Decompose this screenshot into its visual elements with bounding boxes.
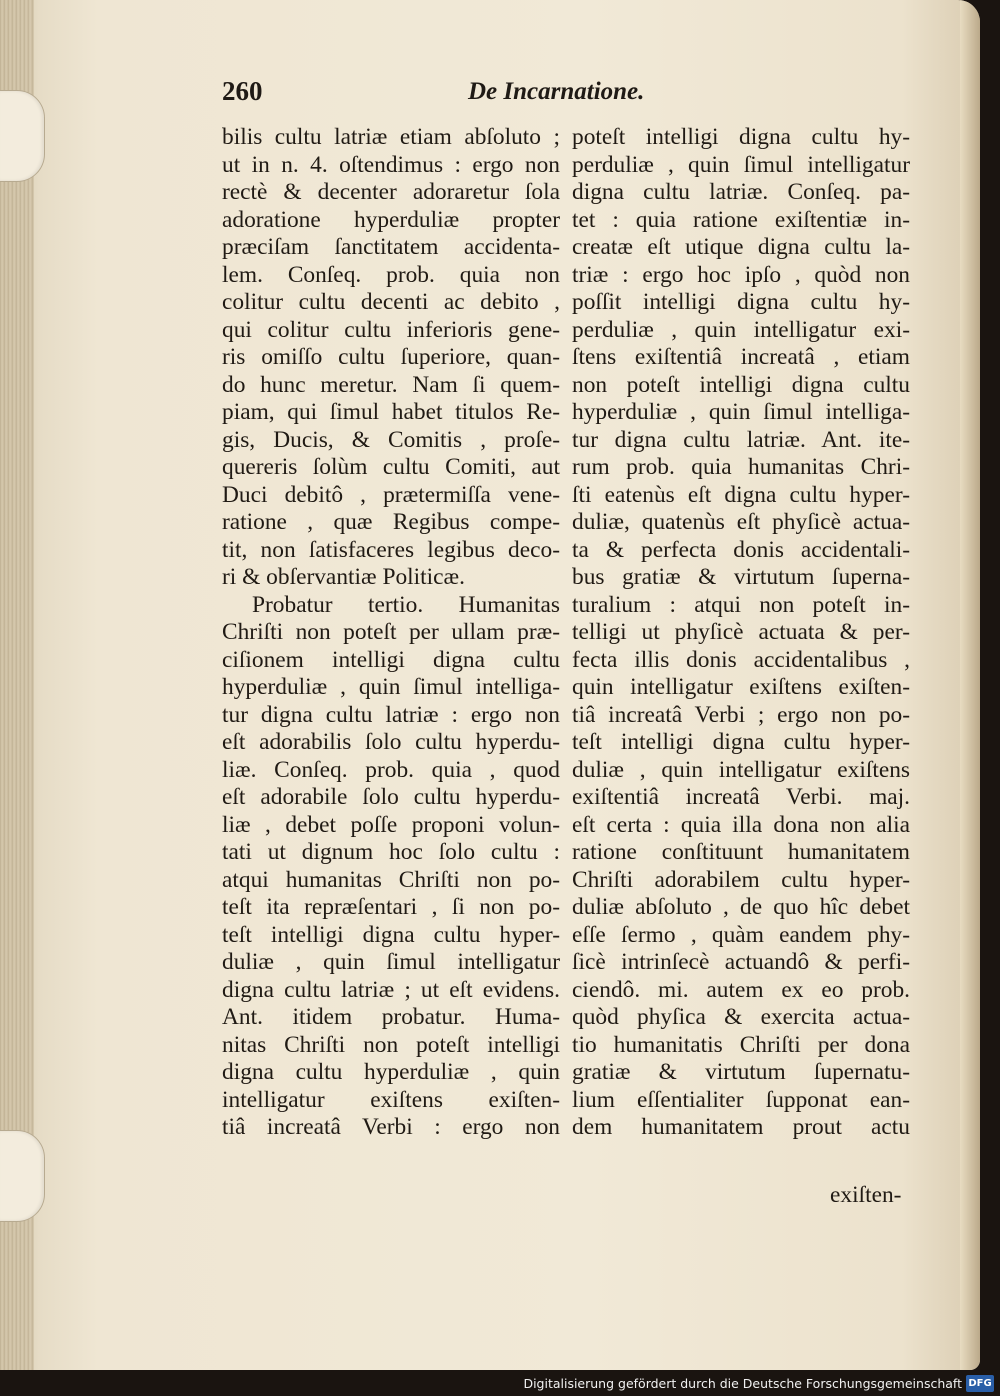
funding-note: Digitalisierung gefördert durch die Deutsche Forschungsgemeinschaft bbox=[523, 1376, 962, 1391]
text-line: ri & obſervantiæ Politicæ. bbox=[222, 564, 465, 590]
text-line: gis, Ducis, & Comitis , proſe- bbox=[222, 426, 560, 453]
text-line: duliæ , quin intelligatur exiſtens bbox=[572, 756, 910, 783]
text-line: duliæ, quatenùs eſt phyſicè actua- bbox=[572, 509, 910, 535]
text-line: tati ut dignum hoc ſolo cultu : bbox=[222, 839, 560, 865]
text-line: poteſt intelligi digna cultu hy- bbox=[572, 124, 910, 150]
text-line: nitas Chriſti non poteſt intelligi bbox=[222, 1031, 560, 1058]
text-line: colitur cultu decenti ac debito , bbox=[222, 289, 560, 315]
text-line: gratiæ & virtutum ſupernatu- bbox=[572, 1059, 910, 1085]
text-line: qui colitur cultu inferioris gene- bbox=[222, 316, 560, 343]
paragraph-start: Probatur tertio. Humanitas bbox=[252, 591, 560, 618]
text-line: liæ , debet poſſe proponi volun- bbox=[222, 811, 560, 838]
text-line: ris omiſſo cultu ſuperiore, quan- bbox=[222, 344, 560, 370]
text-line: perduliæ , quin ſimul intelligatur bbox=[572, 151, 910, 178]
catchword: exiſten- bbox=[830, 1182, 902, 1208]
text-line: tit, non ſatisfaceres legibus deco- bbox=[222, 536, 560, 563]
text-line: digna cultu hyperduliæ , quin bbox=[222, 1059, 560, 1085]
text-line: tet : quia ratione exiſtentiæ in- bbox=[572, 206, 910, 233]
text-line: teſt intelligi digna cultu hyper- bbox=[222, 921, 560, 948]
text-line: exiſtentiâ increatâ Verbi. maj. bbox=[572, 784, 910, 810]
text-line: tiâ increatâ Verbi ; ergo non po- bbox=[572, 701, 910, 728]
digitization-footer bbox=[0, 1370, 1000, 1396]
text-line: rum prob. quia humanitas Chri- bbox=[572, 454, 910, 480]
text-line: tur digna cultu latriæ : ergo non bbox=[222, 701, 560, 728]
text-line: duliæ , quin ſimul intelligatur bbox=[222, 949, 560, 975]
text-line: atqui humanitas Chriſti non po- bbox=[222, 866, 560, 893]
text-line: eſt certa : quia illa dona non alia bbox=[572, 811, 910, 838]
text-line: hyperduliæ , quin ſimul intelliga- bbox=[572, 399, 910, 425]
text-line: digna cultu latriæ ; ut eſt evidens. bbox=[222, 976, 560, 1003]
text-line: Ant. itidem probatur. Huma- bbox=[222, 1004, 560, 1030]
page-edge bbox=[960, 0, 980, 1370]
text-line: lem. Conſeq. prob. quia non bbox=[222, 261, 560, 288]
text-line: quòd phyſica & exercita actua- bbox=[572, 1004, 910, 1030]
text-line: tiâ increatâ Verbi : ergo non bbox=[222, 1114, 560, 1140]
text-line: duliæ abſoluto , de quo hîc debet bbox=[572, 894, 910, 920]
text-line: ſicè intrinſecè actuandô & perfi- bbox=[572, 949, 910, 975]
text-line: eſſe ſermo , quàm eandem phy- bbox=[572, 921, 910, 948]
left-text-column bbox=[222, 124, 560, 1142]
text-line: ratione , quæ Regibus compe- bbox=[222, 509, 560, 535]
text-line: ratione conſtituunt humanitatem bbox=[572, 839, 910, 865]
binding-tab bbox=[0, 90, 45, 182]
text-line: bilis cultu latriæ etiam abſoluto ; bbox=[222, 124, 560, 150]
text-line: ſtens exiſtentiâ increatâ , etiam bbox=[572, 344, 910, 370]
text-line: teſt ita repræſentari , ſi non po- bbox=[222, 894, 560, 920]
text-line: ut in n. 4. oſtendimus : ergo non bbox=[222, 151, 560, 178]
right-text-column bbox=[572, 124, 910, 1142]
text-line: eſt adorabilis ſolo cultu hyperdu- bbox=[222, 729, 560, 755]
text-line: turalium : atqui non poteſt in- bbox=[572, 591, 910, 618]
text-line: eſt adorabile ſolo cultu hyperdu- bbox=[222, 784, 560, 810]
text-line: Duci debitô , prætermiſſa vene- bbox=[222, 481, 560, 508]
text-line: ciendô. mi. autem ex eo prob. bbox=[572, 976, 910, 1003]
running-head bbox=[222, 76, 912, 116]
binding-tab bbox=[0, 1130, 45, 1222]
text-line: teſt intelligi digna cultu hyper- bbox=[572, 729, 910, 755]
text-line: quin intelligatur exiſtens exiſten- bbox=[572, 674, 910, 700]
dfg-logo: DFG bbox=[966, 1375, 994, 1392]
text-line: ciſionem intelligi digna cultu bbox=[222, 646, 560, 673]
text-line: triæ : ergo hoc ipſo , quòd non bbox=[572, 261, 910, 288]
text-line: intelligatur exiſtens exiſten- bbox=[222, 1086, 560, 1113]
text-line: quereris ſolùm cultu Comiti, aut bbox=[222, 454, 560, 480]
text-line: hyperduliæ , quin ſimul intelliga- bbox=[222, 674, 560, 700]
text-line: fecta illis donis accidentalibus , bbox=[572, 646, 910, 673]
text-line: liæ. Conſeq. prob. quia , quod bbox=[222, 756, 560, 783]
text-line: Chriſti non poteſt per ullam præ- bbox=[222, 619, 560, 645]
text-line: ſti eatenùs eſt digna cultu hyper- bbox=[572, 481, 910, 508]
text-line: adoratione hyperduliæ propter bbox=[222, 206, 560, 233]
text-line: creatæ eſt utique digna cultu la- bbox=[572, 234, 910, 260]
text-line: Chriſti adorabilem cultu hyper- bbox=[572, 866, 910, 893]
text-line: poſſit intelligi digna cultu hy- bbox=[572, 289, 910, 315]
text-line: bus gratiæ & virtutum ſuperna- bbox=[572, 564, 910, 590]
text-line: piam, qui ſimul habet titulos Re- bbox=[222, 399, 560, 425]
text-line: dem humanitatem prout actu bbox=[572, 1114, 910, 1140]
text-line: non poteſt intelligi digna cultu bbox=[572, 371, 910, 398]
text-line: perduliæ , quin intelligatur exi- bbox=[572, 316, 910, 343]
text-line: præciſam ſanctitatem accidenta- bbox=[222, 234, 560, 260]
text-line: tio humanitatis Chriſti per dona bbox=[572, 1031, 910, 1058]
text-line: do hunc meretur. Nam ſi quem- bbox=[222, 371, 560, 398]
text-line: ta & perfecta donis accidentali- bbox=[572, 536, 910, 563]
running-title: De Incarnatione. bbox=[468, 78, 645, 105]
text-line: digna cultu latriæ. Conſeq. pa- bbox=[572, 179, 910, 205]
text-line: rectè & decenter adoraretur ſola bbox=[222, 179, 560, 205]
text-line: lium eſſentialiter ſupponat ean- bbox=[572, 1086, 910, 1113]
page-number: 260 bbox=[222, 76, 263, 106]
text-line: telligi ut phyſicè actuata & per- bbox=[572, 619, 910, 645]
text-line: tur digna cultu latriæ. Ant. ite- bbox=[572, 426, 910, 453]
